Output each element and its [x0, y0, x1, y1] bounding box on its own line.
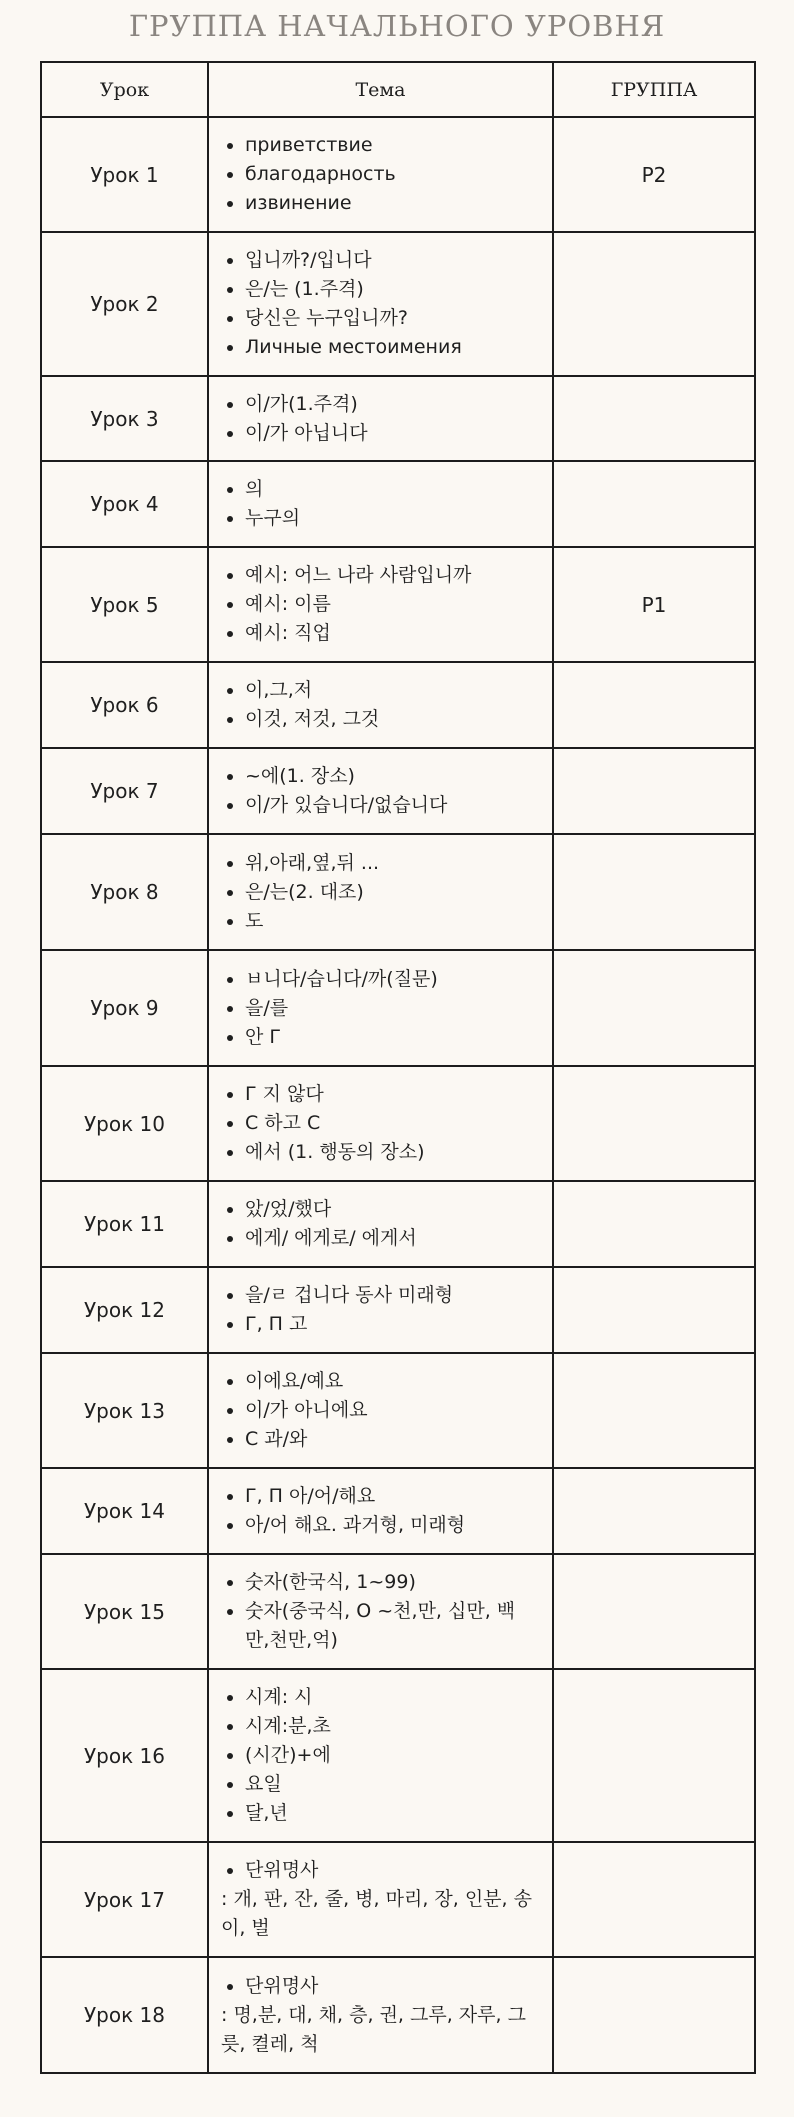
- lesson-cell: Урок 4: [41, 461, 208, 547]
- group-cell: [553, 376, 755, 461]
- group-cell: [553, 1267, 755, 1353]
- topic-item: • Г 지 않다: [245, 1080, 538, 1109]
- topic-list: [221, 475, 538, 533]
- lesson-cell: Урок 18: [41, 1957, 208, 2073]
- topic-item: • 안 Г: [245, 1023, 538, 1052]
- topic-item: • 아/어 해요. 과거형, 미래형: [245, 1511, 538, 1540]
- group-cell: [553, 232, 755, 376]
- group-cell: [553, 662, 755, 748]
- table-row: [41, 950, 755, 1066]
- topic-item: • 요일: [245, 1770, 538, 1799]
- topic-item: • 단위명사: [245, 1972, 538, 2001]
- lesson-cell: Урок 9: [41, 950, 208, 1066]
- group-cell: [553, 1468, 755, 1554]
- topic-item: • Г, П 고: [245, 1310, 538, 1339]
- lesson-cell: Урок 6: [41, 662, 208, 748]
- topic-item: • извинение: [245, 189, 538, 218]
- topic-item: • 이/가 아닙니다: [245, 419, 538, 448]
- table-row: [41, 1066, 755, 1181]
- table-row: [41, 117, 755, 232]
- topic-item: • 에서 (1. 행동의 장소): [245, 1138, 538, 1167]
- lesson-cell: Урок 13: [41, 1353, 208, 1468]
- topic-cell: [208, 662, 553, 748]
- topic-item: • 은/는(2. 대조): [245, 878, 538, 907]
- topic-item: • С 하고 С: [245, 1109, 538, 1138]
- topic-item: • 예시: 어느 나라 사람입니까: [245, 561, 538, 590]
- table-row: [41, 1353, 755, 1468]
- group-cell: [553, 1842, 755, 1957]
- topic-cell: [208, 376, 553, 461]
- topic-item: • 이것, 저것, 그것: [245, 705, 538, 734]
- topic-cell: [208, 461, 553, 547]
- topic-cell: [208, 1066, 553, 1181]
- lesson-cell: Урок 12: [41, 1267, 208, 1353]
- table-row: [41, 547, 755, 662]
- header-topic: Тема: [208, 62, 553, 117]
- topic-list: [221, 1281, 538, 1339]
- topic-cell: [208, 1353, 553, 1468]
- topic-item: • 이/가 있습니다/없습니다: [245, 791, 538, 820]
- topic-item: • 도: [245, 907, 538, 936]
- topic-item: • ㅂ니다/습니다/까(질문): [245, 965, 538, 994]
- lesson-cell: Урок 3: [41, 376, 208, 461]
- topic-item: • 달,년: [245, 1799, 538, 1828]
- topic-item: • благодарность: [245, 160, 538, 189]
- topic-item: • 시계: 시: [245, 1683, 538, 1712]
- lesson-cell: Урок 16: [41, 1669, 208, 1842]
- topic-item: • 에게/ 에게로/ 에게서: [245, 1224, 538, 1253]
- table-row: [41, 1468, 755, 1554]
- group-cell: P1: [553, 547, 755, 662]
- topic-list: [221, 1972, 538, 2001]
- topic-item: • 당신은 누구입니까?: [245, 304, 538, 333]
- topic-list: [221, 1195, 538, 1253]
- group-cell: [553, 1669, 755, 1842]
- topic-item: • 의: [245, 475, 538, 504]
- topic-item: • 을/를: [245, 994, 538, 1023]
- topic-list: [221, 762, 538, 820]
- topic-item: • 숫자(한국식, 1~99): [245, 1568, 538, 1597]
- lesson-cell: Урок 8: [41, 834, 208, 950]
- table-row: [41, 1267, 755, 1353]
- topic-cell: [208, 834, 553, 950]
- table-row: [41, 662, 755, 748]
- topic-list: [221, 561, 538, 648]
- topic-item: • 누구의: [245, 504, 538, 533]
- group-cell: [553, 1181, 755, 1267]
- topic-item: • 입니까?/입니다: [245, 246, 538, 275]
- topic-item: • Личные местоимения: [245, 333, 538, 362]
- topic-list: [221, 849, 538, 936]
- table-row: [41, 1181, 755, 1267]
- topic-item: • 숫자(중국식, O ~천,만, 십만, 백만,천만,억): [245, 1597, 538, 1655]
- group-cell: [553, 834, 755, 950]
- topic-cell: [208, 1267, 553, 1353]
- topic-list: [221, 676, 538, 734]
- curriculum-table: [40, 61, 756, 2074]
- topic-item: • (시간)+에: [245, 1741, 538, 1770]
- lesson-cell: Урок 17: [41, 1842, 208, 1957]
- group-cell: [553, 748, 755, 834]
- table-row: [41, 1842, 755, 1957]
- table-row: [41, 461, 755, 547]
- topic-item: • 이/가 아니에요: [245, 1396, 538, 1425]
- topic-item: • 이,그,저: [245, 676, 538, 705]
- group-cell: [553, 950, 755, 1066]
- table-header-row: [41, 62, 755, 117]
- lesson-cell: Урок 15: [41, 1554, 208, 1669]
- topic-list: [221, 1568, 538, 1655]
- topic-detail: : 명,분, 대, 채, 층, 권, 그루, 자루, 그릇, 켤레, 척: [221, 2003, 526, 2055]
- topic-item: • 단위명사: [245, 1856, 538, 1885]
- group-cell: [553, 1957, 755, 2073]
- topic-item: • 위,아래,옆,뒤 ...: [245, 849, 538, 878]
- topic-list: [221, 965, 538, 1052]
- topic-cell: [208, 1842, 553, 1957]
- topic-item: • 시계:분,초: [245, 1712, 538, 1741]
- topic-cell: [208, 748, 553, 834]
- topic-cell: [208, 1181, 553, 1267]
- table-row: [41, 1554, 755, 1669]
- topic-cell: [208, 1468, 553, 1554]
- page-title: ГРУППА НАЧАЛЬНОГО УРОВНЯ: [128, 9, 666, 43]
- table-row: [41, 1669, 755, 1842]
- lesson-cell: Урок 1: [41, 117, 208, 232]
- topic-cell: [208, 232, 553, 376]
- topic-list: [221, 1080, 538, 1167]
- topic-item: • 이에요/예요: [245, 1367, 538, 1396]
- topic-list: [221, 1367, 538, 1454]
- table-row: [41, 232, 755, 376]
- topic-list: [221, 1482, 538, 1540]
- lesson-cell: Урок 7: [41, 748, 208, 834]
- lesson-cell: Урок 14: [41, 1468, 208, 1554]
- table-row: [41, 376, 755, 461]
- topic-item: • ~에(1. 장소): [245, 762, 538, 791]
- group-cell: [553, 1353, 755, 1468]
- topic-item: • 았/었/했다: [245, 1195, 538, 1224]
- header-group: ГРУППА: [553, 62, 755, 117]
- topic-list: [221, 390, 538, 448]
- table-row: [41, 1957, 755, 2073]
- group-cell: [553, 461, 755, 547]
- topic-cell: [208, 1554, 553, 1669]
- topic-list: [221, 1683, 538, 1828]
- topic-cell: [208, 117, 553, 232]
- group-cell: [553, 1554, 755, 1669]
- topic-list: [221, 1856, 538, 1885]
- topic-item: • приветствие: [245, 131, 538, 160]
- table-row: [41, 834, 755, 950]
- table-row: [41, 748, 755, 834]
- lesson-cell: Урок 2: [41, 232, 208, 376]
- topic-item: • 은/는 (1.주격): [245, 275, 538, 304]
- topic-item: • 을/ㄹ 겁니다 동사 미래형: [245, 1281, 538, 1310]
- topic-cell: [208, 1669, 553, 1842]
- topic-item: • Г, П 아/어/해요: [245, 1482, 538, 1511]
- topic-list: [221, 131, 538, 218]
- topic-cell: [208, 950, 553, 1066]
- topic-item: • С 과/와: [245, 1425, 538, 1454]
- topic-detail: : 개, 판, 잔, 줄, 병, 마리, 장, 인분, 송이, 벌: [221, 1888, 532, 1939]
- table-body: [41, 117, 755, 2073]
- topic-cell: [208, 547, 553, 662]
- topic-list: [221, 246, 538, 362]
- topic-item: • 예시: 직업: [245, 619, 538, 648]
- lesson-cell: Урок 10: [41, 1066, 208, 1181]
- topic-item: • 예시: 이름: [245, 590, 538, 619]
- group-cell: [553, 1066, 755, 1181]
- topic-cell: [208, 1957, 553, 2073]
- header-lesson: Урок: [41, 62, 208, 117]
- group-cell: P2: [553, 117, 755, 232]
- topic-item: • 이/가(1.주격): [245, 390, 538, 419]
- lesson-cell: Урок 5: [41, 547, 208, 662]
- lesson-cell: Урок 11: [41, 1181, 208, 1267]
